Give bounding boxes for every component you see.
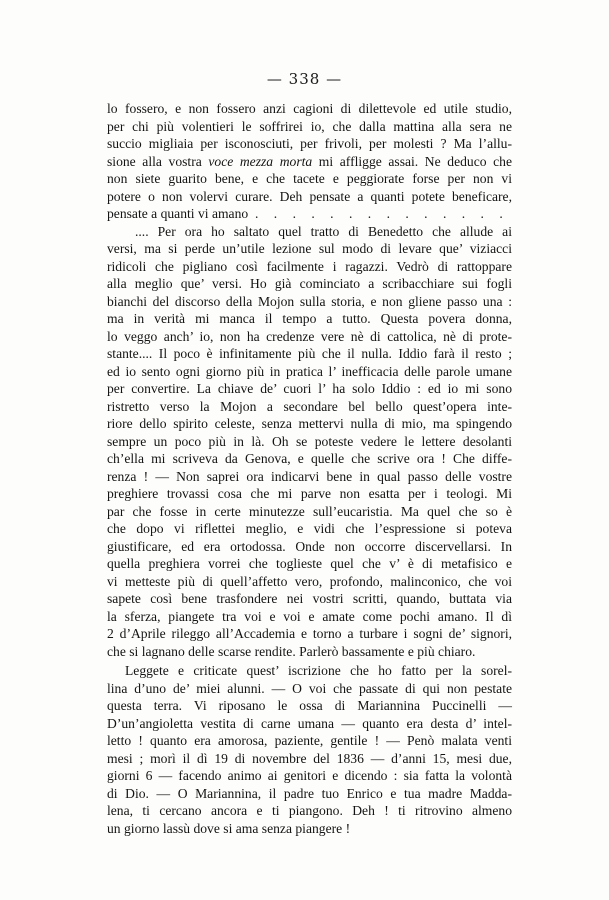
text-line: non siete guarito bene, e che tacete e peggiorate forse per non vi (107, 171, 512, 186)
text-line: stante.... Il poco è infinitamente più che il nulla. Iddio farà il resto ; (107, 346, 512, 361)
text-line: .... Per ora ho saltato quel tratto di Benedetto che allude ai (135, 223, 512, 239)
text-line: giustificare, ed era ortodossa. Onde non occorre discervellarsi. In (107, 538, 512, 554)
text-line: lo fossero, e non fossero anzi cagioni di dilettevole ed utile studio, (107, 101, 512, 116)
italic-phrase: voce mezza morta (208, 153, 313, 169)
text-line: la sferza, piangete tra voi e voi e amate come pochi amano. Il dì (107, 608, 512, 624)
text-segment: sione alla vostra (107, 153, 209, 169)
text-line: preghiere trovassi cosa che mi parve non esatta per i teologi. Mi (107, 486, 512, 501)
text-segment: pensate a quanti vi amano (107, 206, 249, 221)
text-line: lo veggo anch’ io, non ha credenze vere nè di cattolica, nè di prote- (107, 328, 512, 344)
text-line: par che fosse in certe minutezze sull’eucaristia. Ma quel che so è (107, 503, 512, 519)
text-line: sapete così bene trasfondere nei vostri scritti, quando, buttata via (107, 591, 512, 606)
text-line: 2 d’Aprile rileggo all’Accademia e torno a turbare i sogni de’ signori, (107, 626, 512, 641)
text-line: per convertire. La chiave de’ cuori l’ ha solo Iddio : ed io mi sono (107, 381, 512, 396)
paragraph-2 (107, 223, 512, 661)
text-line: quella preghiera vorrei che toglieste quel che v’ è di metafisico e (107, 556, 512, 571)
text-line: succio migliaia per isconosciuti, per frivoli, per molesti ? Ma l’allu- (107, 136, 512, 151)
text-line: lina d’uno de’ miei alunni. — O voi che passate di qui non pestate (107, 680, 512, 696)
ellipsis-dots: . . . . . . . . . . . . . . (254, 206, 509, 221)
text-line: che si lagnano delle scarse rendite. Parlerò bassamente e più chiaro. (107, 643, 476, 659)
text-line: ed io sento ogni giorno più in pratica l’ inefficacia delle parole umane (107, 363, 512, 379)
text-line: un giorno lassù dove si ama senza piangere ! (107, 820, 351, 836)
text-line: questa terra. Vi riposano le ossa di Mariannina Puccinelli — (107, 698, 512, 713)
text-line: per chi più volentieri le soffrirei io, che dalla mattina alla sera ne (107, 118, 512, 134)
text-line: alla meglio que’ versi. Ho già cominciato a scribacchiare sui fogli (107, 276, 512, 291)
text-segment: mi affligge assai. Ne deduco che (312, 153, 512, 169)
text-line: lena, ti cercano ancora e ti piangono. Deh ! ti ritrovino almeno (107, 803, 512, 818)
text-line: ch’ella mi scriveva da Genova, e quelle che scrive ora ! Che diffe- (107, 451, 512, 466)
text-line: che dopo vi riflettei meglio, e vidi che l’espressione si poteva (107, 521, 512, 536)
text-line: sempre un poco più in là. Oh se poteste vedere le lettere desolanti (107, 433, 512, 449)
text-line: ridicoli che pigliano così facilmente i ragazzi. Vedrò di rattoppare (107, 258, 512, 274)
text-line: letto ! quanto era amorosa, paziente, gentile ! — Penò malata venti (107, 733, 512, 748)
text-line: D’un’angioletta vestita di carne umana — quanto era desta d’ intel- (107, 715, 512, 731)
paragraph-1 (107, 100, 512, 223)
text-line: ristretto verso la Mojon a secondare bel bello quest’opera inte- (107, 398, 512, 414)
body-text (107, 100, 512, 837)
text-line: di Dio. — O Mariannina, il padre tuo Enrico e tua madre Madda- (107, 785, 512, 801)
text-line: ma in verità mi manca il tempo a tutto. Questa povera donna, (107, 311, 512, 326)
text-line: giorni 6 — facendo animo ai genitori e dicendo : sia fatta la volontà (107, 768, 512, 783)
paragraph-3 (107, 662, 512, 837)
text-line: mesi ; morì il dì 19 di novembre del 1836 — d’anni 15, mesi due, (107, 750, 512, 766)
text-line (107, 205, 512, 223)
text-line: bianchi del discorso della Mojon sulla storia, e non gliene passo una : (107, 293, 512, 309)
page-number: — 338 — (266, 70, 343, 88)
text-line: riore dello spirito celeste, senza mettervi nulla di mio, ma spingendo (107, 416, 512, 431)
text-line: renza ! — Non saprei ora indicarvi bene in qual passo delle vostre (107, 468, 512, 484)
text-line: versi, ma si perde un’utile lezione sul modo di levare que’ viziacci (107, 241, 512, 256)
text-line: potere o non volervi curare. Deh pensate a quanti potete beneficare, (107, 188, 512, 204)
text-line: vi metteste più di quell’affetto vero, profondo, malinconico, che voi (107, 573, 512, 589)
text-line: Leggete e criticate quest’ iscrizione che ho fatto per la sorel- (125, 663, 512, 678)
text-line (107, 153, 512, 171)
